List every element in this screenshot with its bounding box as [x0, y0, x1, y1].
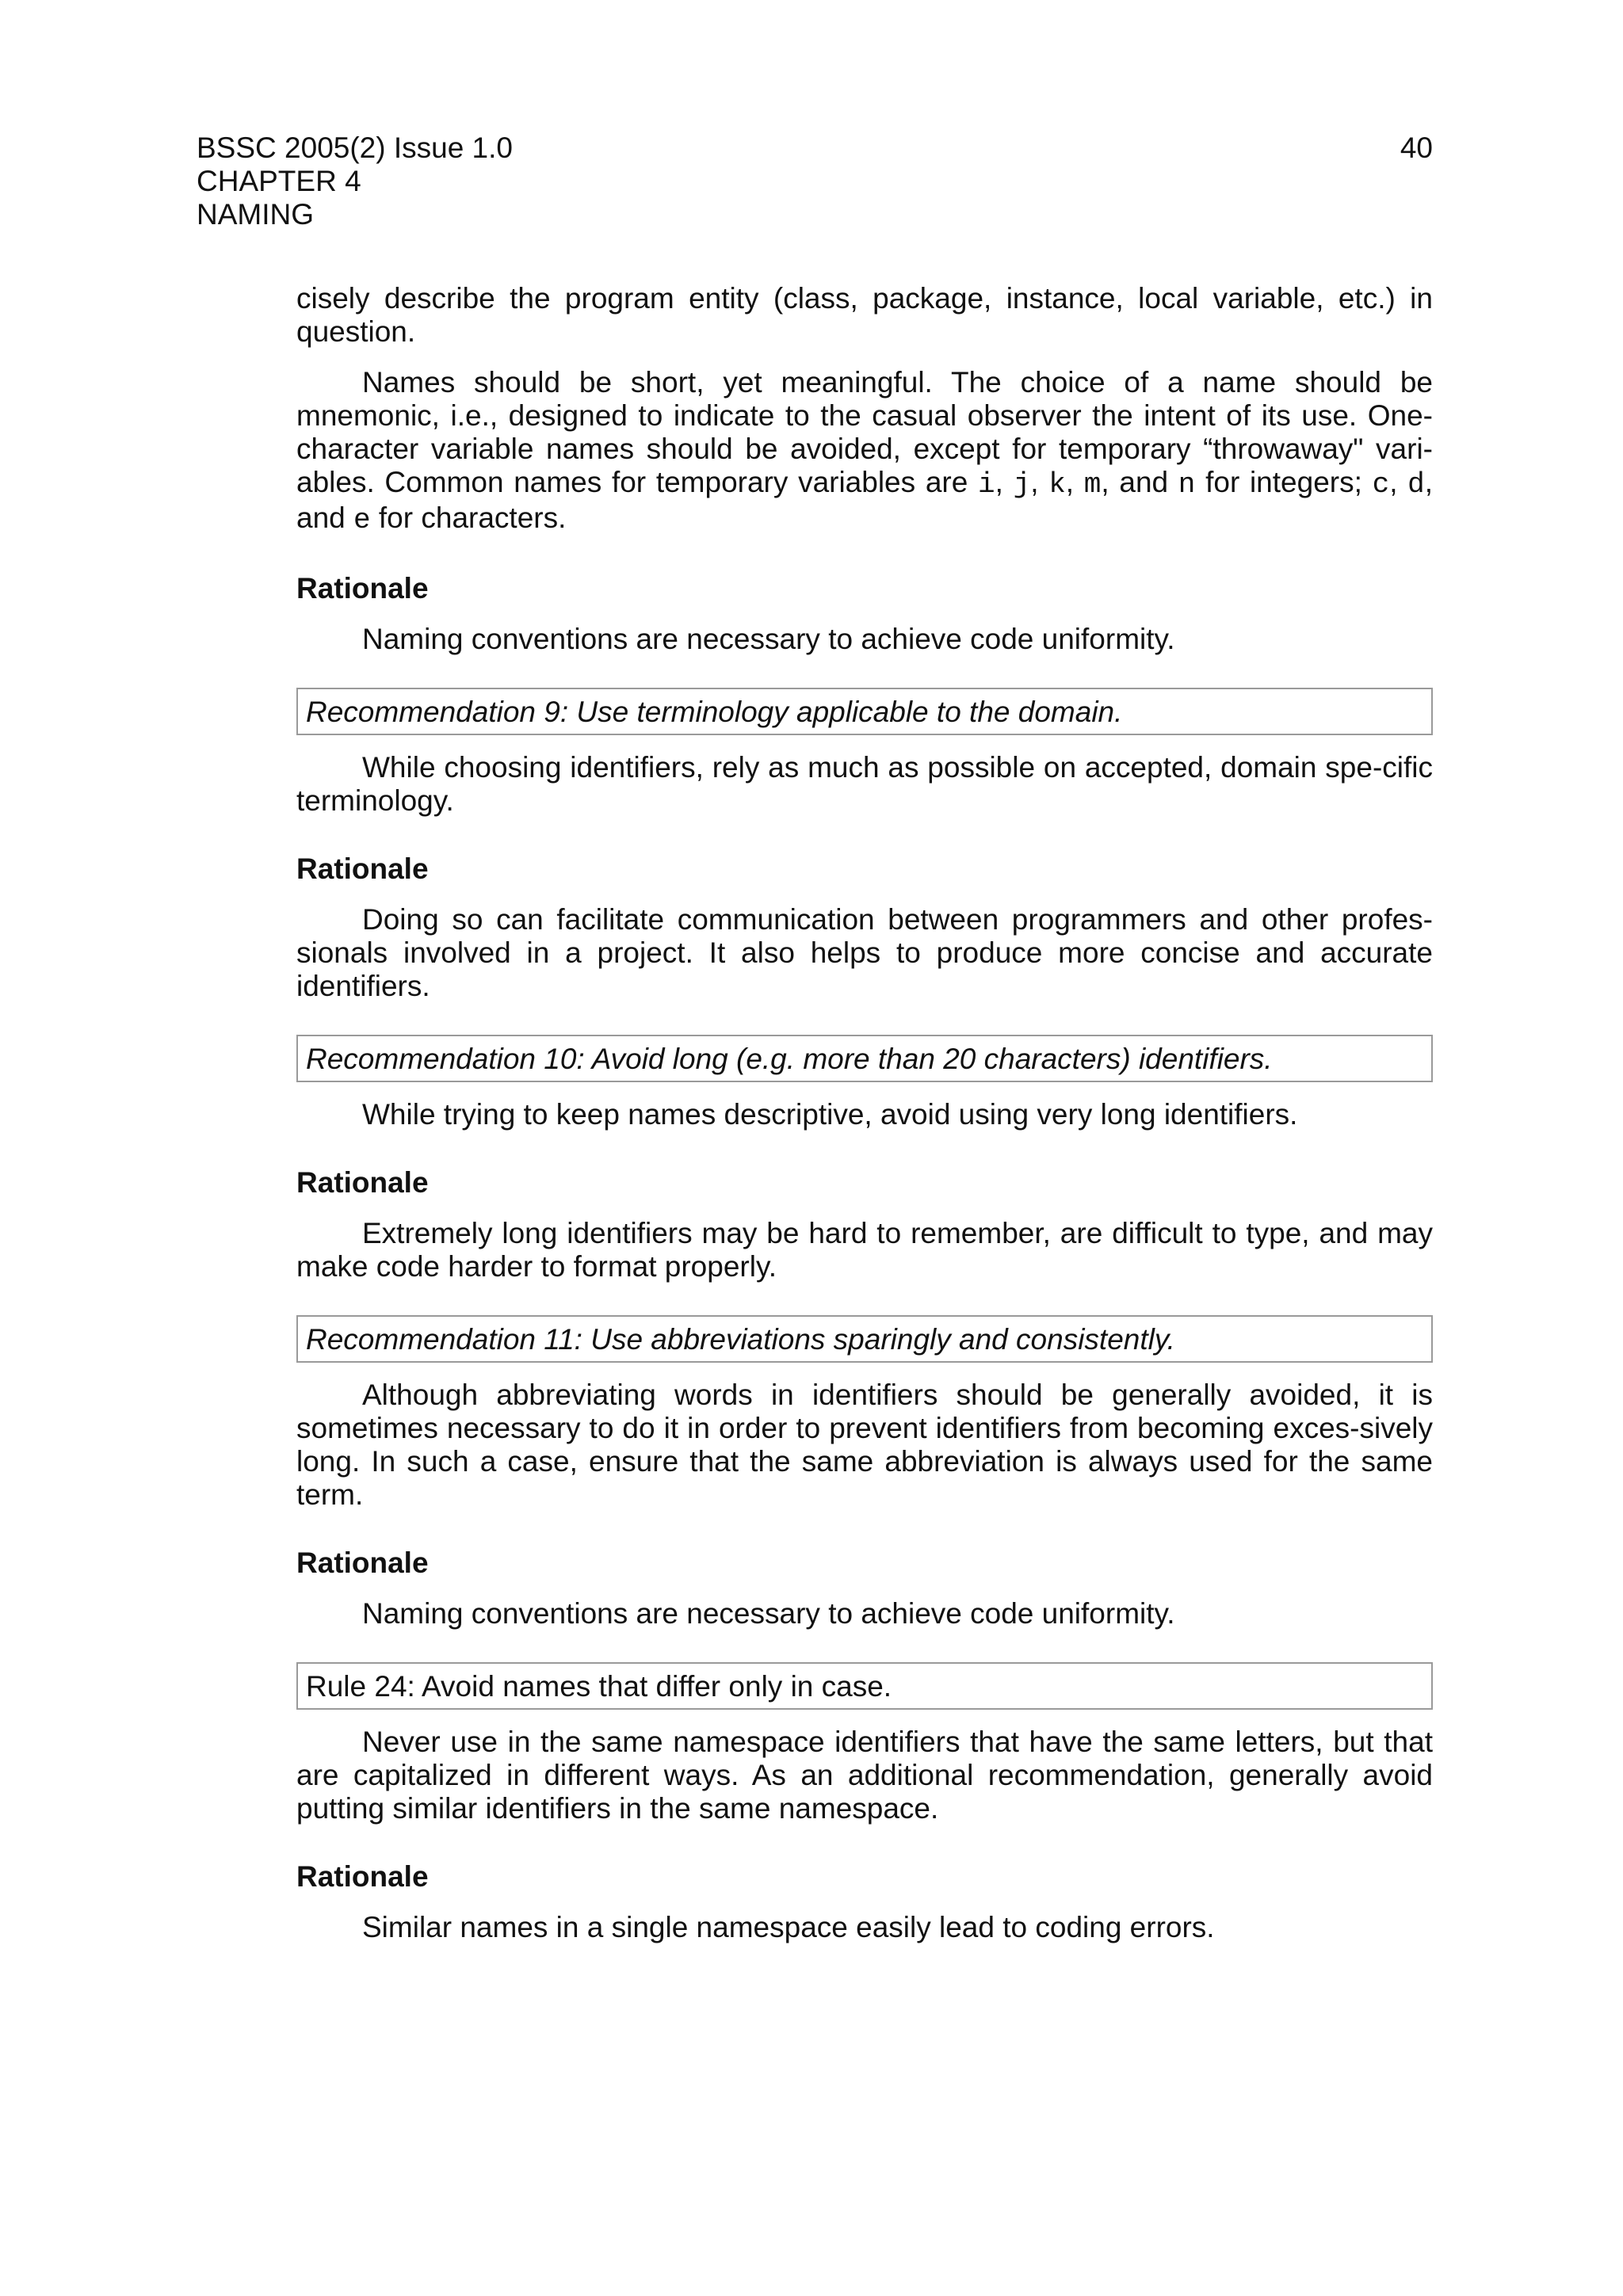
paragraph-text: for characters.	[370, 502, 567, 534]
code-i: i	[978, 468, 995, 501]
document-id: BSSC 2005(2) Issue 1.0	[197, 132, 513, 164]
rationale-text: Extremely long identifiers may be hard to remember, are difficult to type, and may make code harder to format properly.	[296, 1217, 1433, 1283]
rule-24-box: Rule 24: Avoid names that differ only in case.	[296, 1662, 1433, 1710]
page-number: 40	[1400, 132, 1433, 164]
paragraph-recommendation-11: Although abbreviating words in identifiers should be generally avoided, it is sometimes necessary to do it in order to prevent identifiers from becoming exces-sively long. In such a case, ensure that the same abbreviation is always used for the same term.	[296, 1379, 1433, 1511]
separator: , and	[1101, 466, 1178, 498]
recommendation-10-box: Recommendation 10: Avoid long (e.g. more than 20 characters) identifiers.	[296, 1035, 1433, 1082]
separator: ,	[1389, 466, 1408, 498]
chapter-label: CHAPTER 4	[197, 165, 361, 197]
recommendation-11-box: Recommendation 11: Use abbreviations sparingly and consistently.	[296, 1315, 1433, 1363]
page-header	[197, 132, 1433, 231]
separator: ,	[995, 466, 1014, 498]
rationale-text: Naming conventions are necessary to achieve code uniformity.	[362, 623, 1175, 655]
rationale-text: Naming conventions are necessary to achieve code uniformity.	[362, 1597, 1175, 1630]
code-j: j	[1013, 468, 1031, 501]
rationale-text: Similar names in a single namespace easily lead to coding errors.	[362, 1911, 1215, 1943]
section-label: NAMING	[197, 198, 314, 231]
paragraph-names-short	[296, 366, 1433, 537]
rationale-text: Doing so can facilitate communication between programmers and other profes-sionals involved in a project. It also helps to produce more concise and accurate identifiers.	[296, 903, 1433, 1002]
paragraph-recommendation-9: While choosing identifiers, rely as much as possible on accepted, domain spe-cific terminology.	[296, 751, 1433, 817]
code-n: n	[1178, 468, 1196, 501]
code-m: m	[1083, 468, 1102, 501]
separator: , and	[296, 466, 1434, 534]
code-c: c	[1372, 468, 1390, 501]
paragraph-text: Names should be short, yet meaningful. The choice of a name should be mnemonic, i.e., designed to indicate to the casual observer the intent of its use. One-character variable names should be avoided, except for temporary “throwaway" vari-ables. Common names for temporary variables are	[296, 366, 1433, 498]
separator: ,	[1065, 466, 1084, 498]
code-e: e	[353, 504, 371, 536]
paragraph-text: for integers;	[1195, 466, 1373, 498]
separator: ,	[1030, 466, 1049, 498]
paragraph-continuation: cisely describe the program entity (class, package, instance, local variable, etc.) in question.	[296, 282, 1433, 348]
page-body	[296, 282, 1433, 1944]
recommendation-9-box: Recommendation 9: Use terminology applicable to the domain.	[296, 688, 1433, 735]
rationale-heading: Rationale	[296, 572, 429, 605]
paragraph-recommendation-10: While trying to keep names descriptive, avoid using very long identifiers.	[362, 1098, 1298, 1131]
rationale-heading: Rationale	[296, 1166, 429, 1199]
code-d: d	[1407, 468, 1425, 501]
rationale-heading: Rationale	[296, 1860, 429, 1893]
rationale-heading: Rationale	[296, 1547, 429, 1579]
code-k: k	[1048, 468, 1066, 501]
rationale-heading: Rationale	[296, 852, 429, 885]
paragraph-rule-24: Never use in the same namespace identifiers that have the same letters, but that are capitalized in different ways. As an additional recommendation, generally avoid putting similar identifiers in the same namespace.	[296, 1726, 1433, 1825]
